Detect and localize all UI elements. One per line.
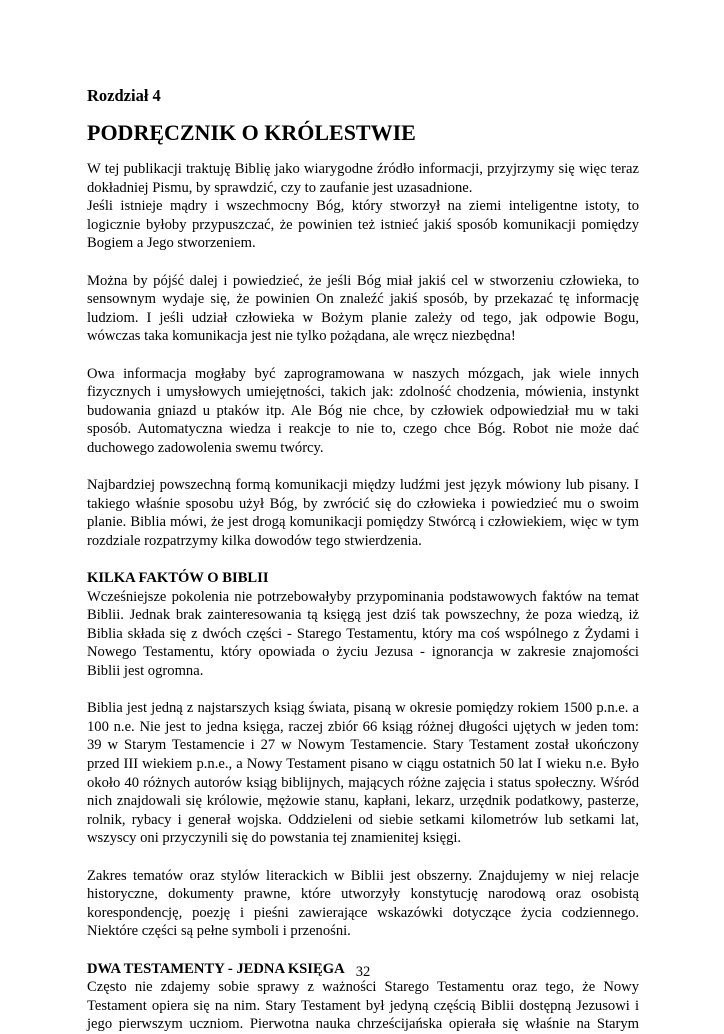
paragraph: Owa informacja mogłaby być zaprogramowana w naszych mózgach, jak wiele innych fizycznych i umysłowych umiejętności, takich jak: zdolność chodzenia, mówienia, instynkt budowania gniazd u ptaków itp. Ale Bóg nie chce, by człowiek odpowiedział mu w taki sposób. Automatyczna wiedza i reakcje to nie to, czego chce Bóg. Robot nie może dać duchowego zadowolenia swemu twórcy. — [87, 365, 639, 456]
paragraph: Można by pójść dalej i powiedzieć, że jeśli Bóg miał jakiś cel w stworzeniu człowieka, to sensownym wydaje się, że powinien On znaleźć jakiś sposób, by przekazać tę informację ludziom. I jeśli udział człowieka w Bożym planie zależy od tego, jak odpowie Bogu, wówczas taka komunikacja jest nie tylko pożądana, ale wręcz niezbędna! — [87, 272, 639, 345]
page-number: 32 — [355, 964, 371, 980]
paragraph: Często nie zdajemy sobie sprawy z ważności Starego Testamentu oraz tego, że Nowy Testament opiera się na nim. Stary Testament był jedyną częścią Biblii dostępną Jezusowi i jego pierwszym uczniom. Pierwotna nauka chrześcijańska opierała się właśnie na Starym — [87, 979, 639, 1033]
paragraph: Biblia jest jedną z najstarszych ksiąg świata, pisaną w okresie pomiędzy rokiem 1500 p.n.e. a 100 n.e. Nie jest to jedna księga, raczej zbiór 66 ksiąg różnej długości ujętych w jeden tom: 39 w Starym Testamencie i 27 w Nowym Testamencie. Stary Testament został ukończony przed III wiekiem p.n.e., a Nowy Testament pisano w ciągu ostatnich 50 lat I wieku n.e. Było około 40 różnych autorów ksiąg biblijnych, mających różne zajęcia i status społeczny. Wśród nich znajdowali się królowie, mężowie stanu, kapłani, lekarz, urzędnik podatkowy, pasterze, rolnik, rybacy i generał wojska. Oddzieleni od siebie setkami kilometrów lub setkami lat, wszyscy oni przyczynili się do powstania tej znamienitej księgi. — [87, 700, 639, 847]
body-text — [87, 160, 639, 1034]
section-heading: KILKA FAKTÓW O BIBLII — [87, 570, 269, 587]
section-heading: DWA TESTAMENTY - JEDNA KSIĘGA — [87, 960, 345, 977]
paragraph: Najbardziej powszechną formą komunikacji między ludźmi jest język mówiony lub pisany. I takiego właśnie sposobu użył Bóg, by zwrócić się do człowieka i powiedzieć mu o swoim planie. Biblia mówi, że jest drogą komunikacji pomiędzy Stwórcą i człowiekiem, więc w tym rozdziale rozpatrzymy kilka dowodów tego stwierdzenia. — [87, 477, 639, 549]
chapter-title: PODRĘCZNIK O KRÓLESTWIE — [87, 120, 416, 145]
paragraph: W tej publikacji traktuję Biblię jako wiarygodne źródło informacji, przyjrzymy się więc teraz dokładniej Pismu, by sprawdzić, czy to zaufanie jest uzasadnione. — [87, 161, 639, 196]
paragraph: Zakres tematów oraz stylów literackich w Biblii jest obszerny. Znajdujemy w niej relacje historyczne, dokumenty prawne, które utworzyły konstytucję narodową oraz osobistą korespondencję, poezję i pieśni zawierające wskazówki dotyczące życia codziennego. Niektóre części są pełne symboli i przenośni. — [87, 867, 639, 940]
paragraph: Jeśli istnieje mądry i wszechmocny Bóg, który stworzył na ziemi inteligentne istoty, to logicznie byłoby przypuszczać, że powinien też istnieć jakiś sposób komunikacji pomiędzy Bogiem a Jego stworzeniem. — [87, 198, 639, 252]
paragraph: Wcześniejsze pokolenia nie potrzebowałyby przypominania podstawowych faktów na temat Biblii. Jednak brak zainteresowania tą księgą jest dziś tak powszechny, że poza wiedzą, iż Biblia składa się z dwóch części - Starego Testamentu, który ma coś wspólnego z Żydami i Nowego Testamentu, który opowiada o życiu Jezusa - ignorancja w zakresie znajomości Biblii jest ogromna. — [87, 588, 639, 680]
chapter-label: Rozdział 4 — [87, 86, 161, 105]
